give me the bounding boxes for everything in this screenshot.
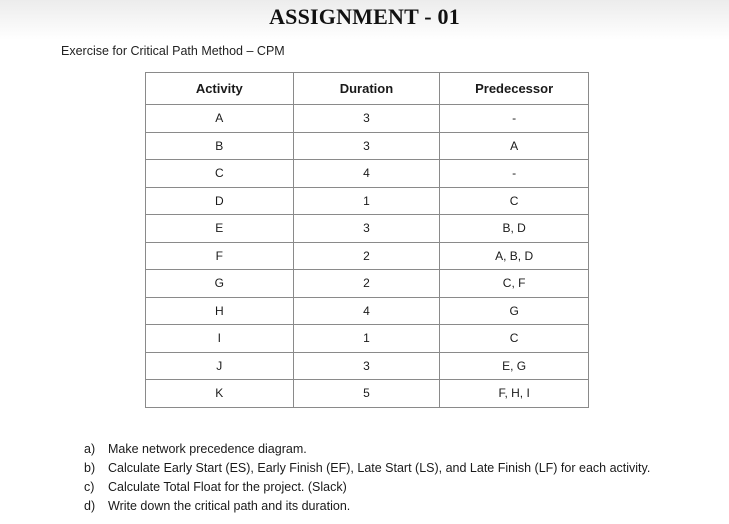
table-row	[146, 105, 589, 133]
predecessor-cell: -	[440, 160, 589, 188]
duration-cell: 3	[293, 352, 440, 380]
predecessor-cell: A, B, D	[440, 242, 589, 270]
activity-cell: D	[146, 187, 294, 215]
predecessor-cell: C	[440, 187, 589, 215]
predecessor-cell: C	[440, 325, 589, 353]
predecessor-cell: A	[440, 132, 589, 160]
duration-cell: 1	[293, 187, 440, 215]
task-item	[84, 478, 650, 497]
exercise-subtitle: Exercise for Critical Path Method – CPM	[61, 44, 285, 58]
table-row	[146, 132, 589, 160]
task-marker: c)	[84, 480, 95, 494]
duration-cell: 4	[293, 160, 440, 188]
task-text: Make network precedence diagram.	[108, 442, 307, 456]
task-marker: b)	[84, 461, 96, 475]
task-item	[84, 440, 650, 459]
activity-cell: C	[146, 160, 294, 188]
task-marker: a)	[84, 442, 96, 456]
duration-cell: 3	[293, 132, 440, 160]
table-row	[146, 215, 589, 243]
table-row	[146, 187, 589, 215]
predecessor-cell: F, H, I	[440, 380, 589, 408]
activity-cell: G	[146, 270, 294, 298]
predecessor-cell: -	[440, 105, 589, 133]
table-row	[146, 325, 589, 353]
duration-cell: 2	[293, 270, 440, 298]
activity-cell: B	[146, 132, 294, 160]
table-header-row	[146, 73, 589, 105]
duration-cell: 5	[293, 380, 440, 408]
activity-table	[145, 72, 589, 408]
activity-cell: E	[146, 215, 294, 243]
table-row	[146, 160, 589, 188]
task-marker: d)	[84, 499, 96, 513]
activity-cell: F	[146, 242, 294, 270]
task-text: Calculate Early Start (ES), Early Finish (EF), Late Start (LS), and Late Finish (LF) for each activity.	[108, 461, 651, 475]
task-item	[84, 459, 650, 478]
duration-cell: 4	[293, 297, 440, 325]
predecessor-cell: C, F	[440, 270, 589, 298]
activity-cell: H	[146, 297, 294, 325]
task-list	[84, 440, 650, 516]
table-row	[146, 380, 589, 408]
table-row	[146, 352, 589, 380]
predecessor-cell: E, G	[440, 352, 589, 380]
duration-cell: 2	[293, 242, 440, 270]
predecessor-cell: G	[440, 297, 589, 325]
task-text: Calculate Total Float for the project. (Slack)	[108, 480, 347, 494]
header-duration: Duration	[293, 73, 440, 105]
activity-cell: I	[146, 325, 294, 353]
header-predecessor: Predecessor	[440, 73, 589, 105]
header-activity: Activity	[146, 73, 294, 105]
duration-cell: 1	[293, 325, 440, 353]
duration-cell: 3	[293, 105, 440, 133]
table-row	[146, 242, 589, 270]
table-body	[146, 105, 589, 408]
duration-cell: 3	[293, 215, 440, 243]
table-row	[146, 270, 589, 298]
activity-cell: K	[146, 380, 294, 408]
predecessor-cell: B, D	[440, 215, 589, 243]
table-row	[146, 297, 589, 325]
task-text: Write down the critical path and its duration.	[108, 499, 351, 513]
page-title: ASSIGNMENT - 01	[269, 4, 460, 29]
task-item	[84, 497, 650, 516]
activity-cell: A	[146, 105, 294, 133]
table-header	[146, 73, 589, 105]
activity-cell: J	[146, 352, 294, 380]
